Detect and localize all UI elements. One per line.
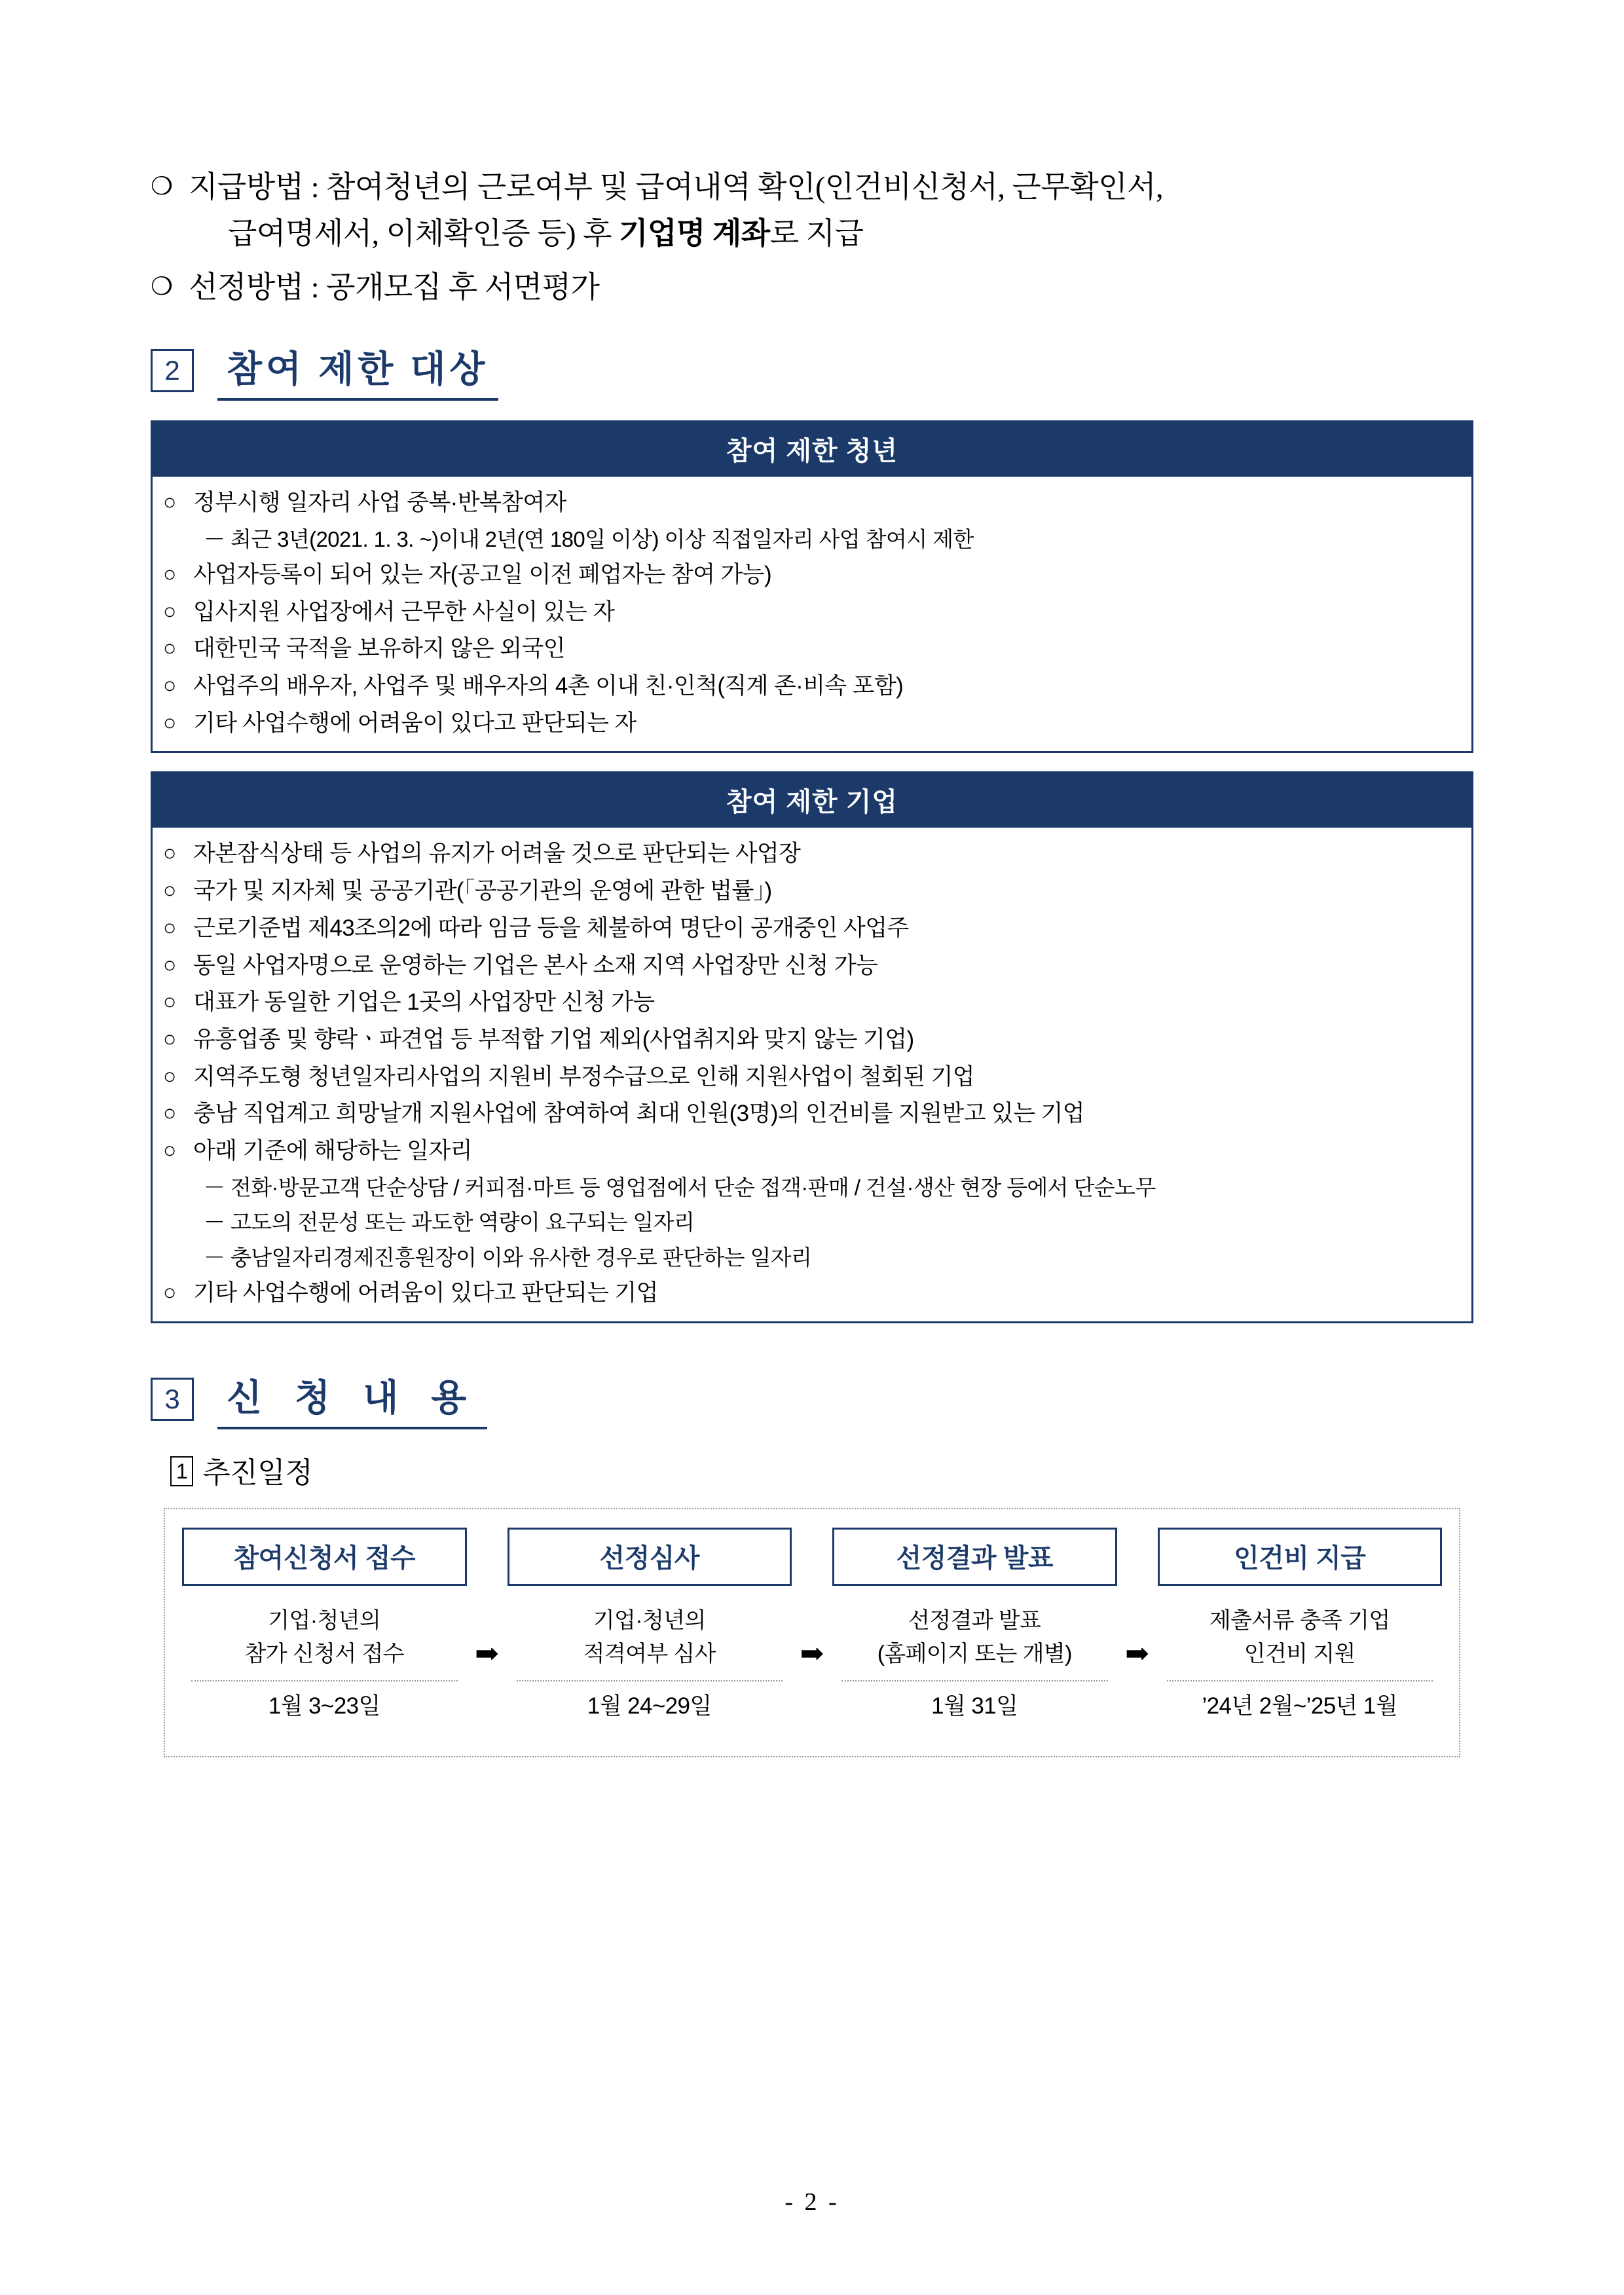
flow-divider	[191, 1680, 458, 1681]
list-item	[163, 594, 1461, 631]
section-2-number: 2	[151, 349, 194, 392]
list-item-text: 기타 사업수행에 어려움이 있다고 판단되는 기업	[193, 1280, 658, 1306]
flow-step-desc-line2: 적격여부 심사	[583, 1641, 716, 1666]
circle-bullet-icon: ○	[163, 841, 176, 866]
flow-step	[507, 1528, 792, 1735]
list-item	[163, 631, 1461, 668]
list-item-text: 사업주의 배우자, 사업주 및 배우자의 4촌 이내 친·인척(직계 존·비속 포함)	[193, 673, 904, 699]
flow-step-desc	[513, 1604, 787, 1671]
flow-step-title: 선정결과 발표	[832, 1528, 1117, 1586]
list-item-text: 기타 사업수행에 어려움이 있다고 판단되는 자	[193, 710, 637, 736]
list-item-text: 대표가 동일한 기업은 1곳의 사업장만 신청 가능	[193, 989, 655, 1016]
list-item	[163, 1059, 1461, 1096]
list-item	[163, 947, 1461, 985]
flow-divider	[841, 1680, 1108, 1681]
restricted-youth-header: 참여 제한 청년	[153, 422, 1471, 477]
circle-bullet-icon: ○	[163, 598, 176, 624]
list-item-text: 아래 기준에 해당하는 일자리	[193, 1137, 472, 1164]
list-item-text: 지역주도형 청년일자리사업의 지원비 부정수급으로 인해 지원사업이 철회된 기업	[193, 1063, 975, 1090]
schedule-flowchart	[164, 1508, 1460, 1758]
flow-step-desc-line1: 선정결과 발표	[908, 1607, 1041, 1633]
flow-step	[832, 1528, 1117, 1735]
flow-step-body	[507, 1592, 792, 1735]
list-item-text: 사업자등록이 되어 있는 자(공고일 이전 폐업자는 참여 가능)	[193, 562, 772, 588]
circle-bullet-icon: ○	[163, 636, 176, 661]
list-item	[163, 557, 1461, 594]
flow-step	[182, 1528, 467, 1735]
restricted-company-header: 참여 제한 기업	[153, 773, 1471, 828]
flow-step-desc	[1163, 1604, 1437, 1671]
bullet-line	[151, 164, 1473, 210]
section-3-number: 3	[151, 1378, 194, 1421]
bullet-continuation-bold: 기업명 계좌	[619, 217, 770, 251]
bullet-continuation-pre: 급여명세서, 이체확인증 등) 후	[228, 217, 619, 251]
circle-bullet-icon: ○	[163, 710, 176, 735]
list-item	[163, 1095, 1461, 1133]
restricted-youth-body	[153, 477, 1471, 752]
flow-step-body	[1158, 1592, 1443, 1735]
circle-bullet-icon: ○	[163, 915, 176, 940]
list-item	[163, 668, 1461, 705]
bullet-line	[151, 264, 1473, 310]
payment-method-bullet	[151, 164, 1473, 257]
bullet-continuation-post: 로 지급	[769, 217, 864, 251]
flow-step-desc-line1: 기업·청년의	[268, 1607, 381, 1633]
restricted-company-box	[151, 771, 1473, 1323]
circle-bullet-icon: ○	[163, 1280, 176, 1306]
bullet-marker-icon: ❍	[151, 272, 173, 301]
flow-step-title: 선정심사	[507, 1528, 792, 1586]
list-item	[163, 1021, 1461, 1059]
circle-bullet-icon: ○	[163, 1101, 176, 1126]
list-subitem: － 전화·방문고객 단순상담 / 커피점·마트 등 영업점에서 단순 접객·판매 / 건설·생산 현장 등에서 단순노무	[204, 1175, 1156, 1200]
circle-bullet-icon: ○	[163, 989, 176, 1015]
flow-step-body	[182, 1592, 467, 1735]
flow-step-title: 참여신청서 접수	[182, 1528, 467, 1586]
list-item-text: 정부시행 일자리 사업 중복·반복참여자	[193, 489, 566, 515]
list-item-text: 근로기준법 제43조의2에 따라 임금 등을 체불하여 명단이 공개중인 사업주	[193, 915, 909, 941]
flow-step-date: ’24년 2월~’25년 1월	[1202, 1693, 1397, 1719]
flow-step-desc	[187, 1604, 462, 1671]
list-item	[163, 910, 1461, 947]
flow-step-desc-line2: (홈페이지 또는 개별)	[877, 1641, 1072, 1666]
bullet-text: 지급방법 : 참여청년의 근로여부 및 급여내역 확인(인건비신청서, 근무확인서,	[189, 170, 1164, 204]
list-item	[163, 485, 1461, 522]
subheading-number: 1	[170, 1456, 193, 1486]
section-2-header	[151, 340, 1473, 401]
flow-step-desc-line2: 참가 신청서 접수	[244, 1641, 404, 1666]
schedule-subheading	[170, 1449, 1473, 1491]
list-item	[163, 835, 1461, 873]
circle-bullet-icon: ○	[163, 562, 176, 587]
section-3-header	[151, 1369, 1473, 1429]
flow-step-date: 1월 3~23일	[268, 1693, 380, 1719]
list-item	[163, 705, 1461, 743]
arrow-right-icon: ➡	[475, 1637, 499, 1670]
bullet-text: 선정방법 : 공개모집 후 서면평가	[189, 270, 600, 304]
restricted-youth-box	[151, 420, 1473, 754]
circle-bullet-icon: ○	[163, 489, 176, 515]
list-subitem: － 최근 3년(2021. 1. 3. ~)이내 2년(연 180일 이상) 이상 직접일자리 사업 참여시 제한	[204, 526, 974, 551]
subheading-label: 추진일정	[202, 1456, 313, 1489]
flow-divider	[1167, 1680, 1433, 1681]
circle-bullet-icon: ○	[163, 1137, 176, 1163]
list-item	[163, 1133, 1461, 1170]
list-item	[163, 984, 1461, 1021]
list-item-text: 자본잠식상태 등 사업의 유지가 어려울 것으로 판단되는 사업장	[193, 841, 801, 867]
bullet-marker-icon: ❍	[151, 173, 173, 200]
list-item-text: 대한민국 국적을 보유하지 않은 외국인	[193, 636, 565, 662]
flow-step-desc-line1: 기업·청년의	[593, 1607, 706, 1633]
list-subitem: － 고도의 전문성 또는 과도한 역량이 요구되는 일자리	[204, 1210, 695, 1235]
circle-bullet-icon: ○	[163, 673, 176, 699]
restricted-company-body	[153, 828, 1471, 1321]
flow-step-title: 인건비 지급	[1158, 1528, 1443, 1586]
flow-step	[1158, 1528, 1443, 1735]
page-number: - 2 -	[784, 2188, 840, 2216]
list-item	[163, 873, 1461, 910]
circle-bullet-icon: ○	[163, 1026, 176, 1052]
flow-step-desc	[838, 1604, 1112, 1671]
list-item-text: 동일 사업자명으로 운영하는 기업은 본사 소재 지역 사업장만 신청 가능	[193, 952, 878, 978]
circle-bullet-icon: ○	[163, 878, 176, 904]
section-3-title: 신 청 내 용	[217, 1369, 487, 1429]
flow-step-desc-line1: 제출서류 충족 기업	[1209, 1607, 1390, 1633]
selection-method-bullet	[151, 264, 1473, 310]
flow-step-date: 1월 31일	[931, 1693, 1018, 1719]
flow-divider	[517, 1680, 783, 1681]
flow-step-date: 1월 24~29일	[587, 1693, 712, 1719]
arrow-right-icon: ➡	[1125, 1637, 1149, 1670]
section-2-title: 참여 제한 대상	[217, 340, 498, 401]
list-item-text: 국가 및 지자체 및 공공기관(「공공기관의 운영에 관한 법률」)	[193, 878, 772, 904]
list-item-text: 입사지원 사업장에서 근무한 사실이 있는 자	[193, 598, 615, 625]
circle-bullet-icon: ○	[163, 952, 176, 978]
flow-step-desc-line2: 인건비 지원	[1244, 1641, 1356, 1666]
list-item-text: 충남 직업계고 희망날개 지원사업에 참여하여 최대 인원(3명)의 인건비를 지원받고 있는 기업	[193, 1101, 1084, 1127]
bullet-continuation	[189, 210, 1473, 257]
list-item-text: 유흥업종 및 향락ㆍ파견업 등 부적합 기업 제외(사업취지와 맞지 않는 기업)	[193, 1026, 914, 1052]
flow-step-body	[832, 1592, 1117, 1735]
list-subitem: － 충남일자리경제진흥원장이 이와 유사한 경우로 판단하는 일자리	[204, 1245, 812, 1270]
list-item	[163, 1275, 1461, 1312]
arrow-right-icon: ➡	[800, 1637, 824, 1670]
circle-bullet-icon: ○	[163, 1063, 176, 1089]
